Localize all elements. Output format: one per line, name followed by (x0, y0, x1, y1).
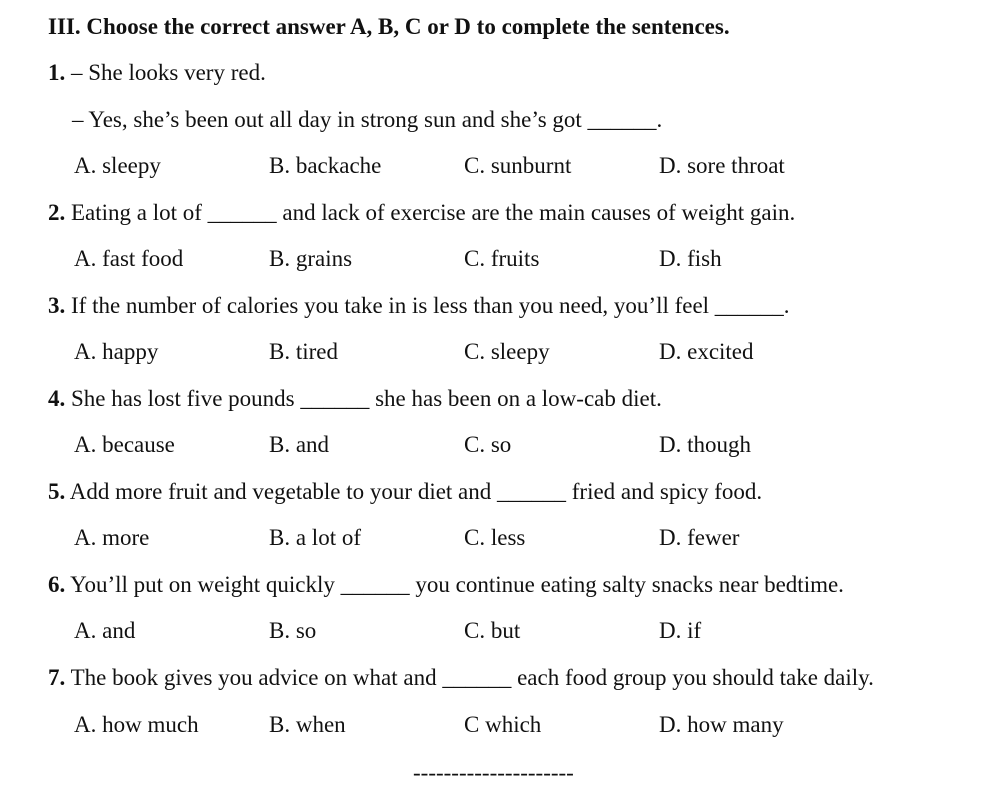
option-c: C. less (464, 525, 526, 550)
option-b: B. so (269, 618, 317, 643)
question-7-options (74, 710, 974, 740)
option-c: C. fruits (464, 246, 540, 271)
question-5 (48, 477, 762, 507)
option-b: B. backache (269, 153, 382, 178)
question-number: 4. (48, 386, 66, 411)
option-c: C. sunburnt (464, 153, 572, 178)
option-b: B. a lot of (269, 525, 361, 550)
question-4 (48, 384, 662, 414)
option-b: B. when (269, 712, 346, 737)
option-d: D. sore throat (659, 153, 785, 178)
option-b: B. tired (269, 339, 338, 364)
question-7 (48, 663, 874, 693)
question-text: The book gives you advice on what and ______ each food group you should take daily. (65, 665, 874, 690)
exercise-title: III. Choose the correct answer A, B, C or D to complete the sentences. (48, 14, 730, 39)
question-number: 3. (48, 293, 66, 318)
option-b: B. grains (269, 246, 353, 271)
question-text: – She looks very red. (65, 60, 266, 85)
question-3-options (74, 337, 974, 367)
option-c: C. sleepy (464, 339, 550, 364)
question-text: If the number of calories you take in is less than you need, you’ll feel ______. (65, 293, 790, 318)
option-d: D. if (659, 618, 702, 643)
option-a: A. because (74, 432, 175, 457)
question-text: Eating a lot of ______ and lack of exercise are the main causes of weight gain. (65, 200, 796, 225)
option-a: A. sleepy (74, 153, 161, 178)
option-d: D. though (659, 432, 751, 457)
option-b: B. and (269, 432, 330, 457)
option-c: C. so (464, 432, 512, 457)
option-d: D. excited (659, 339, 754, 364)
option-c: C. but (464, 618, 521, 643)
question-number: 2. (48, 200, 66, 225)
question-1-options (74, 151, 974, 181)
question-6-options (74, 616, 974, 646)
option-d: D. how many (659, 712, 784, 737)
question-2 (48, 198, 795, 228)
question-1-reply: – Yes, she’s been out all day in strong sun and she’s got ______. (72, 107, 663, 132)
question-number: 6. (48, 572, 66, 597)
question-6 (48, 570, 844, 600)
option-a: A. more (74, 525, 150, 550)
question-1 (48, 58, 266, 88)
question-3 (48, 291, 790, 321)
option-a: A. how much (74, 712, 199, 737)
option-d: D. fewer (659, 525, 740, 550)
question-text: She has lost five pounds ______ she has been on a low-cab diet. (65, 386, 662, 411)
question-number: 5. (48, 479, 66, 504)
question-text: Add more fruit and vegetable to your diet and ______ fried and spicy food. (65, 479, 763, 504)
question-number: 7. (48, 665, 66, 690)
question-text: You’ll put on weight quickly ______ you continue eating salty snacks near bedtime. (65, 572, 844, 597)
end-divider: --------------------- (413, 760, 574, 785)
question-4-options (74, 430, 974, 460)
question-2-options (74, 244, 974, 274)
option-a: A. and (74, 618, 136, 643)
question-number: 1. (48, 60, 66, 85)
option-a: A. fast food (74, 246, 184, 271)
option-a: A. happy (74, 339, 159, 364)
option-d: D. fish (659, 246, 722, 271)
question-5-options (74, 523, 974, 553)
option-c: C which (464, 712, 542, 737)
